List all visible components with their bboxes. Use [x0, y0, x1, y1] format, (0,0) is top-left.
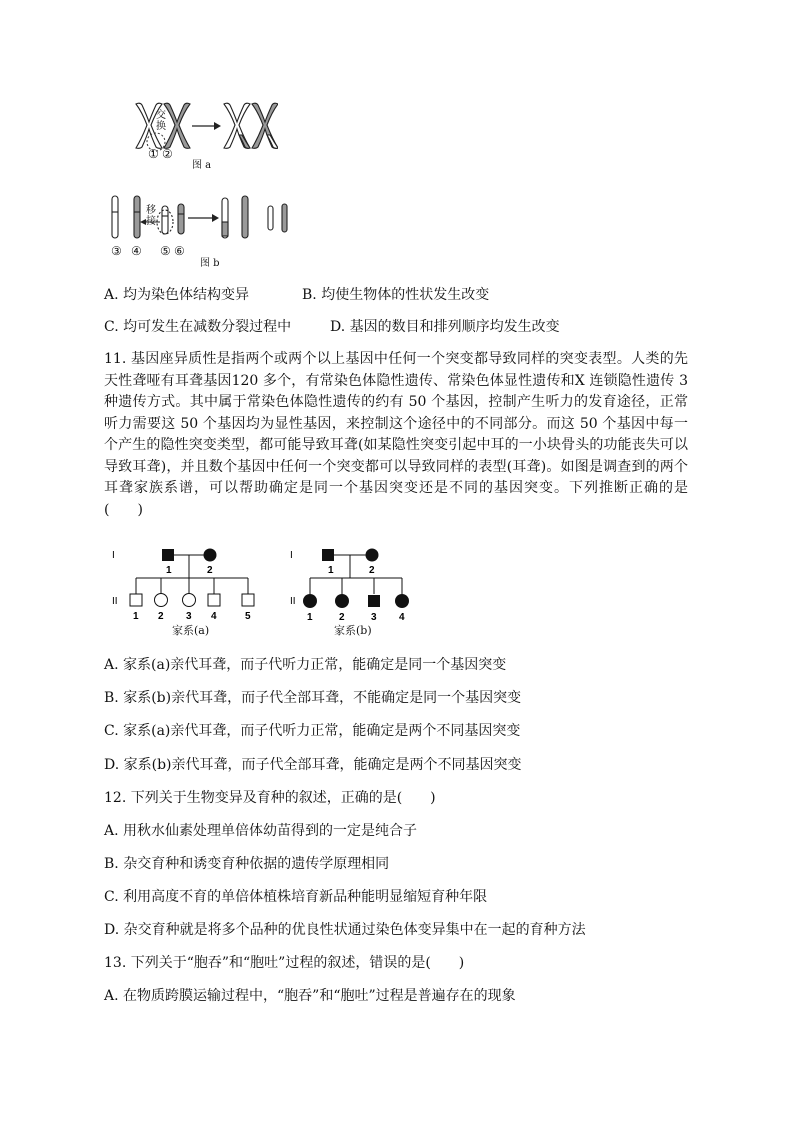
pedigree-a-label-p2: 2 — [207, 565, 213, 576]
pedigree-b-child-4 — [395, 594, 409, 608]
result-chromosome-6 — [282, 204, 287, 232]
fig-a-annot-1: 交 — [156, 110, 166, 121]
pedigree-a-caption: 家系(a) — [172, 624, 210, 637]
result-chromosome-5 — [268, 206, 273, 230]
pedigree-a-gen1: I — [112, 550, 115, 561]
pedigree-b-mother — [366, 549, 379, 562]
figure-b-label: 图 b — [200, 258, 220, 269]
pedigree-a-label-c1: 1 — [133, 611, 139, 622]
pedigree-b-label-c4: 4 — [399, 612, 405, 623]
pedigree-b-father — [322, 549, 334, 561]
marker-2: ② — [162, 147, 173, 161]
pedigree-b-caption: 家系(b) — [334, 624, 372, 637]
pedigree-b-child-2 — [335, 594, 349, 608]
q11-option-d: D. 家系(b)亲代耳聋，而子代全部耳聋，能确定是两个不同基因突变 — [104, 757, 522, 773]
q12-option-a: A. 用秋水仙素处理单倍体幼苗得到的一定是纯合子 — [104, 823, 418, 839]
fig-b-annot-2: 接 — [146, 216, 156, 227]
pedigree-b-gen2: II — [290, 596, 296, 607]
q12-stem: 12. 下列关于生物变异及育种的叙述，正确的是( ) — [104, 790, 436, 806]
q11-option-b: B. 家系(b)亲代耳聋，而子代全部耳聋，不能确定是同一个基因突变 — [104, 690, 522, 706]
pedigree-a-label-c2: 2 — [158, 611, 164, 622]
pedigree-a-label-p1: 1 — [166, 565, 172, 576]
pedigree-a-child-1 — [130, 594, 142, 606]
pedigree-a-label-c3: 3 — [186, 611, 192, 622]
marker-5: ⑤ — [160, 244, 171, 258]
marker-4: ④ — [131, 244, 142, 258]
chromosome-2-x-shape — [164, 103, 190, 148]
q10-option-c: C. 均可发生在减数分裂过程中 — [104, 319, 292, 335]
q11-option-a: A. 家系(a)亲代耳聋，而子代听力正常，能确定是同一个基因突变 — [104, 657, 507, 673]
q10-option-b: B. 均使生物体的性状发生改变 — [302, 287, 490, 303]
q11-stem: 11. 基因座异质性是指两个或两个以上基因中任何一个突变都导致同样的突变表型。人类的先天性聋哑有耳聋基因120 多个，有常染色体隐性遗传、常染色体显性遗传和X 连锁隐性遗传 3 种遗传方式。其中属于常染色体隐性遗传的约有 50 个基因，控制产生听力的发育途径，正常听力需要这 50 个基因均为显性基因，来控制这个途径中的不同部分。而这 50 个基因中每一个产生的隐性突变类型，都可能导致耳聋(如某隐性突变引起中耳的一小块骨头的功能丧失可以导致耳聋)，并且数个基因中任何一个突变都可以导致同样的表型(耳聋)。如图是调查到的两个耳聋家族系谱，可以帮助确定是同一个基因突变还是不同的基因突变。下列推断正确的是( ) — [104, 351, 688, 518]
pedigree-a-child-3 — [183, 594, 196, 607]
pedigree-a-label-c5: 5 — [245, 611, 251, 622]
marker-6: ⑥ — [174, 244, 185, 258]
q11-option-c: C. 家系(a)亲代耳聋，而子代听力正常，能确定是两个不同基因突变 — [104, 723, 521, 739]
pedigree-a-label-c4: 4 — [211, 611, 217, 622]
pedigree-b-child-3 — [368, 595, 380, 607]
chromosome-4 — [134, 196, 140, 238]
q10-option-a: A. 均为染色体结构变异 — [104, 287, 250, 303]
fig-a-annot-2: 换 — [156, 121, 166, 132]
q13-option-a: A. 在物质跨膜运输过程中，“胞吞”和“胞吐”过程是普遍存在的现象 — [104, 988, 516, 1004]
pedigree-b-gen1: I — [290, 550, 293, 561]
chromosome-6 — [178, 204, 184, 234]
pedigree-b-label-p1: 1 — [328, 565, 334, 576]
q12-option-b: B. 杂交育种和诱变育种依据的遗传学原理相同 — [104, 856, 390, 872]
pedigree-b-child-1 — [303, 594, 317, 608]
figure-b-chromosome-translocation — [106, 192, 296, 244]
pedigree-b-label-c1: 1 — [307, 612, 313, 623]
q12-option-c: C. 利用高度不育的单倍体植株培育新品种能明显缩短育种年限 — [104, 889, 488, 905]
pedigree-a-mother — [204, 549, 217, 562]
pedigree-b-label-p2: 2 — [369, 565, 375, 576]
fig-b-annot-1: 移 — [146, 205, 156, 216]
q13-stem: 13. 下列关于“胞吞”和“胞吐”过程的叙述，错误的是( ) — [104, 955, 465, 971]
figure-a-label: 图 a — [192, 160, 212, 171]
pedigree-a-child-5 — [242, 594, 254, 606]
q12-option-d: D. 杂交育种就是将多个品种的优良性状通过染色体变异集中在一起的育种方法 — [104, 922, 586, 938]
marker-3: ③ — [111, 244, 122, 258]
pedigree-a-father — [162, 549, 174, 561]
pedigree-b-label-c3: 3 — [371, 612, 377, 623]
result-chromosome-4 — [242, 196, 248, 238]
pedigree-a-gen2: II — [112, 596, 118, 607]
q10-option-d: D. 基因的数目和排列顺序均发生改变 — [330, 319, 560, 335]
pedigree-a-child-2 — [155, 594, 168, 607]
pedigree-a-child-4 — [208, 594, 220, 606]
marker-1: ① — [148, 147, 159, 161]
chromosome-3 — [112, 196, 118, 238]
pedigree-b-label-c2: 2 — [339, 612, 345, 623]
